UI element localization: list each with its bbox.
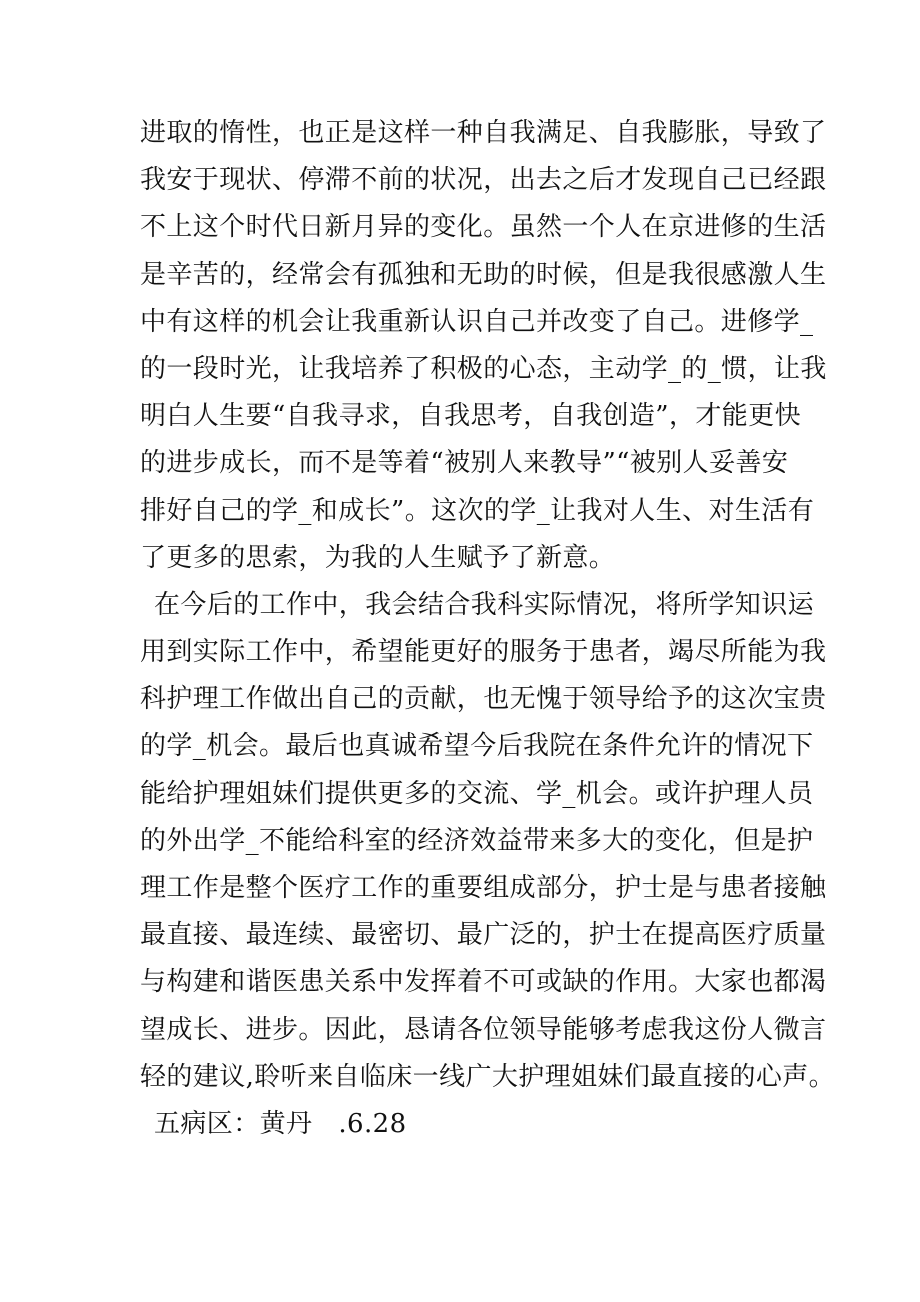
paragraph-2 xyxy=(140,582,836,1101)
text-line: 与构建和谐医患关系中发挥着不可或缺的作用。大家也都渴 xyxy=(140,967,827,998)
text-line: 科护理工作做出自己的贡献，也无愧于领导给予的这次宝贵 xyxy=(140,684,827,715)
text-line: 进取的惰性，也正是这样一种自我满足、自我膨胀，导致了 xyxy=(140,118,827,148)
text-line: 是辛苦的，经常会有孤独和无助的时候，但是我很感激人生 xyxy=(140,259,827,290)
text-line: 不上这个时代日新月异的变化。虽然一个人在京进修的生活 xyxy=(140,212,827,243)
text-line: 了更多的思索，为我的人生赋予了新意。 xyxy=(140,542,616,573)
text-line: 望成长、进步。因此，恳请各位领导能够考虑我这份人微言 xyxy=(140,1014,827,1045)
text-line: 的一段时光，让我培养了积极的心态，主动学_的_惯，让我 xyxy=(140,353,827,384)
text-line: 最直接、最连续、最密切、最广泛的，护士在提高医疗质量 xyxy=(140,920,827,951)
text-line: 的外出学_不能给科室的经济效益带来多大的变化，但是护 xyxy=(140,825,814,856)
text-line: 用到实际工作中，希望能更好的服务于患者，竭尽所能为我 xyxy=(140,637,827,668)
text-line: 的进步成长，而不是等着“被别人来教导”“被别人妥善安 xyxy=(140,448,789,479)
text-line: 的学_机会。最后也真诚希望今后我院在条件允许的情况下 xyxy=(140,731,814,762)
signature-line: 五病区：黄丹 .6.28 xyxy=(154,1108,407,1139)
text-line: 排好自己的学_和成长”。这次的学_让我对人生、对生活有 xyxy=(140,495,815,526)
text-line: 在今后的工作中，我会结合我科实际情况，将所学知识运 xyxy=(154,589,815,620)
text-line: 能给护理姐妹们提供更多的交流、学_机会。或许护理人员 xyxy=(140,778,814,809)
text-line: 理工作是整个医疗工作的重要组成部分，护士是与患者接触 xyxy=(140,873,827,903)
text-line: 明白人生要“自我寻求，自我思考，自我创造”，才能更快 xyxy=(140,401,801,432)
document-body xyxy=(140,110,836,1148)
paragraph-1 xyxy=(140,110,827,582)
text-line: 中有这样的机会让我重新认识自己并改变了自己。进修学_ xyxy=(140,306,814,337)
text-line: 我安于现状、停滞不前的状况，出去之后才发现自己已经跟 xyxy=(140,165,827,196)
text-line: 轻的建议,聆听来自临床一线广大护理姐妹们最直接的心声。 xyxy=(140,1061,836,1092)
